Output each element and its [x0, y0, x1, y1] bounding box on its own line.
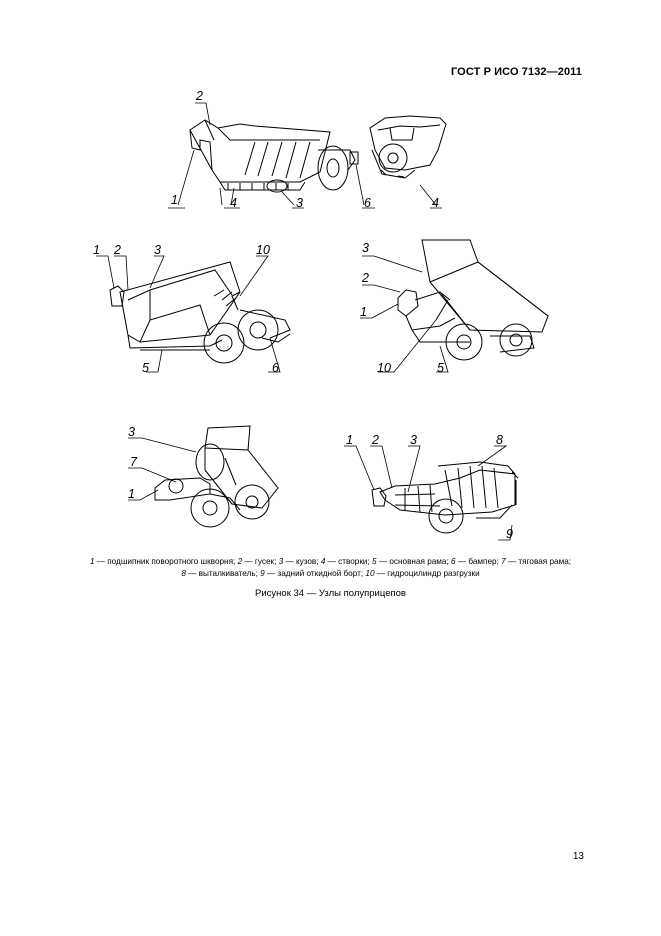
legend-num: 7 — [501, 557, 506, 566]
drawing-dump-body-left — [110, 262, 290, 363]
legend-text: — основная рама; — [376, 557, 452, 566]
drawing-rear-dump — [155, 426, 278, 527]
callout-d4-7: 7 — [130, 455, 137, 469]
callout-d2-3: 3 — [154, 243, 161, 257]
callout-d3-1: 1 — [360, 305, 367, 319]
callout-d5-3: 3 — [410, 433, 417, 447]
legend-num: 3 — [278, 557, 284, 566]
legend-num: 10 — [365, 569, 375, 578]
callout-d5-8: 8 — [496, 433, 503, 447]
legend-text: — подшипник поворотного шкворня; — [94, 557, 238, 566]
callout-d3-3: 3 — [362, 241, 369, 255]
legend-text: — задний откидной борт; — [264, 569, 366, 578]
drawing-rear-view — [370, 116, 446, 178]
legend-text: — тяговая рама; — [505, 557, 572, 566]
callout-d1-4b: 4 — [432, 196, 439, 210]
legend-num: 5 — [372, 557, 377, 566]
callout-d1-4: 4 — [230, 196, 237, 210]
callout-d1-2: 2 — [196, 89, 203, 103]
legend-num: 8 — [181, 569, 186, 578]
drawing-ejector-trailer — [372, 462, 518, 533]
document-header: ГОСТ Р ИСО 7132—2011 — [450, 66, 582, 78]
figure-caption: Рисунок 34 — Узлы полуприцепов — [255, 588, 406, 599]
drawing-side-view — [190, 120, 358, 192]
legend-num: 6 — [451, 557, 456, 566]
callout-d2-1: 1 — [93, 243, 100, 257]
callout-d4-1: 1 — [128, 487, 135, 501]
legend-text: — гусек; — [242, 557, 279, 566]
callout-d3-5: 5 — [437, 361, 444, 375]
callout-d2-6: 6 — [272, 361, 279, 375]
callout-d1-1: 1 — [171, 193, 178, 207]
legend-num: 1 — [89, 557, 95, 566]
legend-text: — гидроцилиндр разгрузки — [374, 569, 480, 578]
page-number: 13 — [572, 851, 584, 862]
legend-num: 9 — [260, 569, 265, 578]
callout-d3-10: 10 — [377, 361, 391, 375]
callout-d5-1: 1 — [346, 433, 353, 447]
legend-text: — кузов; — [283, 557, 321, 566]
callout-d1-6: 6 — [364, 196, 371, 210]
callout-d5-9: 9 — [506, 527, 513, 541]
callout-d2-2: 2 — [114, 243, 121, 257]
callout-d1-3: 3 — [296, 196, 303, 210]
callout-d5-2: 2 — [372, 433, 379, 447]
figure-legend — [38, 556, 623, 580]
legend-text: — бампер; — [455, 557, 502, 566]
callout-d2-10: 10 — [256, 243, 270, 257]
drawing-raised-body-right — [398, 240, 548, 360]
callout-d4-3: 3 — [128, 425, 135, 439]
legend-text: — выталкиватель; — [185, 569, 261, 578]
callout-leaders — [96, 103, 512, 540]
legend-text: — створки; — [325, 557, 373, 566]
callout-d3-2: 2 — [362, 271, 369, 285]
legend-num: 2 — [237, 557, 243, 566]
callout-d2-5: 5 — [142, 361, 149, 375]
legend-num: 4 — [320, 557, 326, 566]
